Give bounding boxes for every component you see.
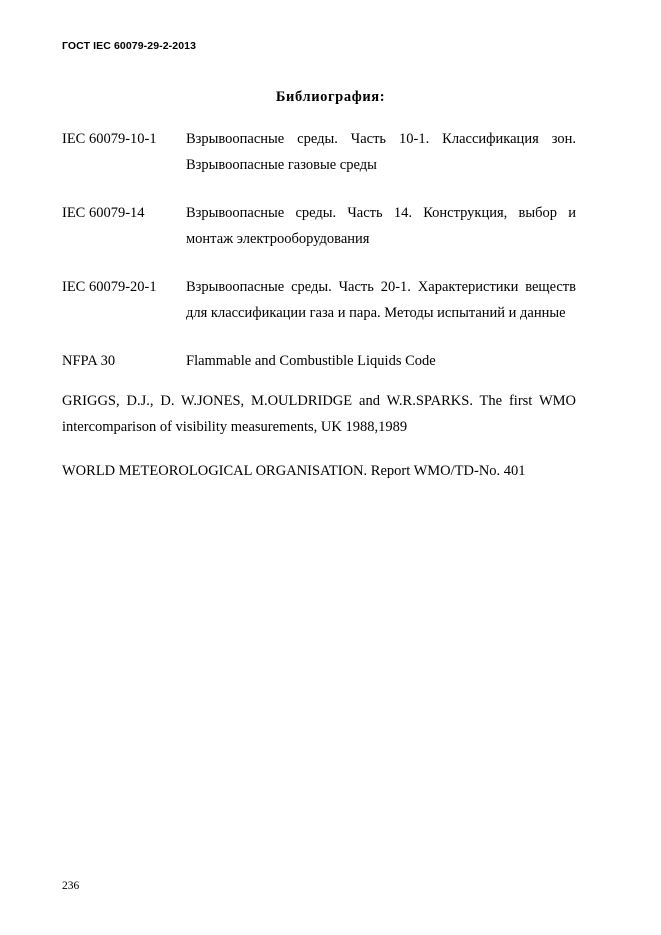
document-header: ГОСТ IEC 60079-29-2-2013 xyxy=(62,40,197,52)
page-number: 236 xyxy=(62,880,80,892)
reference-title: Взрывоопасные среды. Часть 20-1. Характеристики веществ для классификации газа и пара. Методы испытаний и данные xyxy=(186,279,576,321)
bibliography-list xyxy=(62,126,576,502)
bibliography-entry xyxy=(62,274,576,326)
reference-title: Flammable and Combustible Liquids Code xyxy=(186,353,436,369)
bibliography-entry xyxy=(62,126,576,178)
reference-code: IEC 60079-20-1 xyxy=(62,279,157,295)
bibliography-plain-entry: WORLD METEOROLOGICAL ORGANISATION. Report WMO/TD-No. 401 xyxy=(62,463,526,479)
bibliography-entry xyxy=(62,348,576,374)
bibliography-title: Библиография: xyxy=(275,89,386,105)
reference-title: Взрывоопасные среды. Часть 14. Конструкция, выбор и монтаж электрооборудования xyxy=(186,205,576,247)
bibliography-plain-entry: GRIGGS, D.J., D. W.JONES, M.OULDRIDGE and W.R.SPARKS. The first WMO intercomparison of visibility measurements, UK 1988,1989 xyxy=(62,393,576,435)
reference-code: IEC 60079-10-1 xyxy=(62,131,157,147)
bibliography-entry xyxy=(62,200,576,252)
reference-code: NFPA 30 xyxy=(62,353,116,369)
reference-title: Взрывоопасные среды. Часть 10-1. Классификация зон. Взрывоопасные газовые среды xyxy=(186,131,576,173)
reference-code: IEC 60079-14 xyxy=(62,205,145,221)
